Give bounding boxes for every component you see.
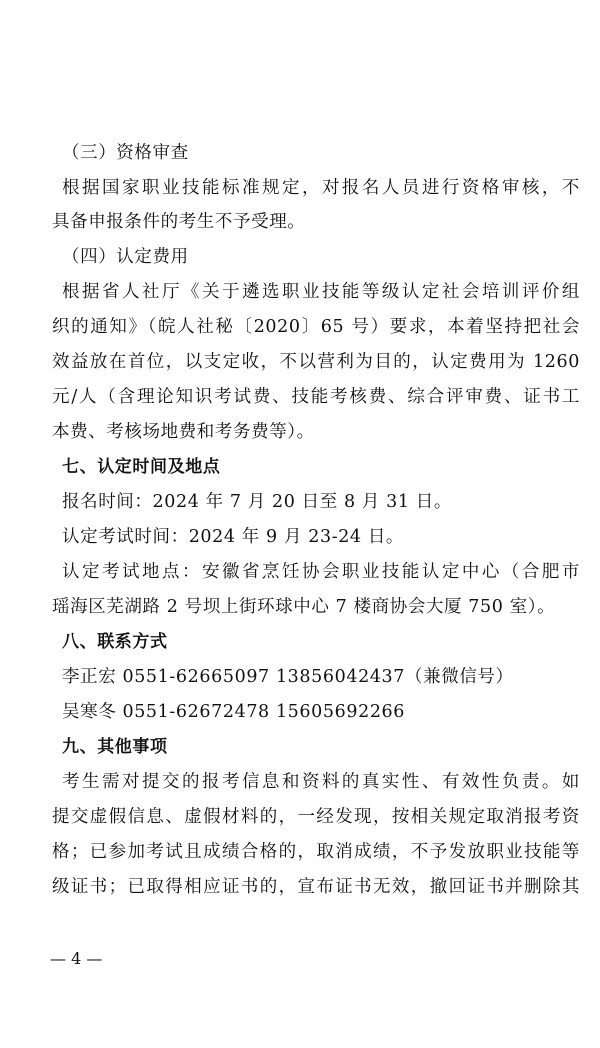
exam-time: 认定考试时间：2024 年 9 月 23-24 日。	[62, 527, 405, 547]
section-heading-fees: （四）认定费用	[62, 247, 189, 267]
paragraph-line: 根据国家职业技能标准规定，对报名人员进行资格审核，不	[62, 178, 580, 198]
section-heading-qualification-review: （三）资格审查	[62, 143, 189, 163]
exam-location-continued: 瑶海区芜湖路 2 号坝上街环球中心 7 楼商协会大厦 750 室）。	[52, 597, 556, 617]
registration-time: 报名时间：2024 年 7 月 20 日至 8 月 31 日。	[62, 492, 453, 512]
paragraph-line: 根据省人社厅《关于遴选职业技能等级认定社会培训评价组	[62, 282, 580, 302]
paragraph-line: 格；已参加考试且成绩合格的，取消成绩，不予发放职业技能等	[52, 842, 580, 862]
section-heading-contact: 八、联系方式	[62, 632, 168, 652]
section-heading-other-matters: 九、其他事项	[62, 737, 168, 757]
section-heading-time-location: 七、认定时间及地点	[62, 457, 221, 477]
paragraph-line: 织的通知》（皖人社秘〔2020〕65 号）要求，本着坚持把社会	[52, 317, 580, 337]
contact-line: 吴寒冬 0551-62672478 15605692266	[62, 702, 406, 722]
paragraph-line: 效益放在首位，以支定收，不以营利为目的，认定费用为 1260	[52, 352, 580, 372]
paragraph-line: 提交虚假信息、虚假材料的，一经发现，按相关规定取消报考资	[52, 807, 580, 827]
paragraph-line: 级证书；已取得相应证书的，宣布证书无效，撤回证书并删除其	[52, 877, 580, 897]
page-number: — 4 —	[50, 949, 103, 968]
paragraph-line: 考生需对提交的报考信息和资料的真实性、有效性负责。如	[62, 772, 580, 792]
contact-line: 李正宏 0551-62665097 13856042437（兼微信号）	[62, 667, 514, 687]
exam-location: 认定考试地点：安徽省烹饪协会职业技能认定中心（合肥市	[62, 562, 580, 582]
paragraph-line: 本费、考核场地费和考务费等）。	[52, 422, 315, 442]
paragraph-line: 具备申报条件的考生不予受理。	[52, 212, 306, 232]
paragraph-line: 元/人（含理论知识考试费、技能考核费、综合评审费、证书工	[52, 387, 580, 407]
